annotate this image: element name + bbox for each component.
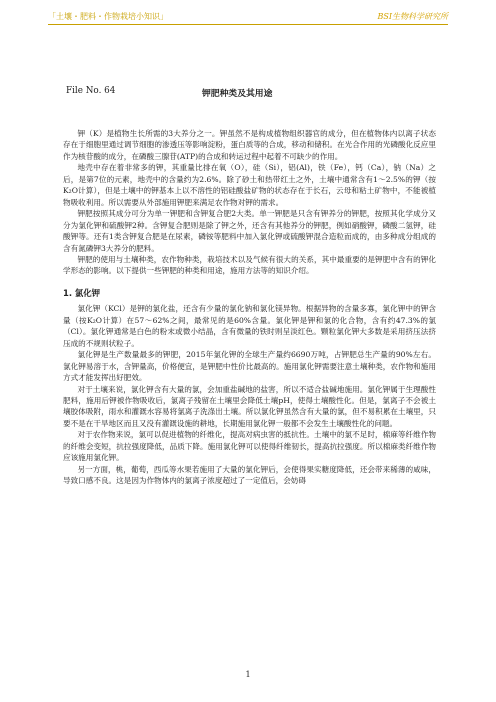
intro-paragraph-3: 钾肥按照其成分可分为单一钾肥和含钾复合肥2大类。单一钾肥是只含有钾养分的钾肥，按照其化学成分又分为氯化钾和硫酸钾2种。含钾复合肥则是除了钾之外，还含有其他养分的钾肥，例如硝酸钾，磷酸二氢钾，硅酸钾等。还有1类含钾复合肥是在尿素，磷铵等肥料中加入氯化钾或硫酸钾混合造粒而成的，由多种成分组成的含有氮磷钾3大养分的肥料。 xyxy=(63,209,436,253)
section1-paragraph-2: 氯化钾是生产数量最多的钾肥，2015年氯化钾的全球生产量约6690万吨，占钾肥总生产量的90%左右。氯化钾易溶于水，含钾量高，价格便宜，是钾肥中性价比最高的。施用氯化钾需要注意土壤种类，农作物和施用方式才能发挥出好肥效。 xyxy=(63,350,436,383)
intro-paragraph-4: 钾肥的使用与土壤种类，农作物种类，栽培技术以及气候有很大的关系，其中最重要的是钾肥中含有的钾化学形态的影响。以下提供一些钾肥的种类和用途，施用方法等的知识介绍。 xyxy=(63,254,436,276)
file-number: File No. 64 xyxy=(66,86,116,96)
header-institute-name: BSI生物科学研究所 xyxy=(377,12,448,21)
section-heading-potassium-chloride: 1. 氯化钾 xyxy=(63,287,101,298)
page-number: 1 xyxy=(245,670,251,679)
section1-paragraph-5: 另一方面，桃，葡萄，西瓜等水果若施用了大量的氯化钾后，会使得果实糖度降低，还会带来稀薄的咸味，导致口感不良。这是因为作物体内的氯离子浓度超过了一定值后，会妨碍 xyxy=(63,464,436,486)
header-series-title: 「土壤・肥料・作物栽培小知识」 xyxy=(48,12,168,21)
section1-paragraph-3: 对于土壤来说，氯化钾含有大量的氯，会加重盐碱地的盐害，所以不适合盐碱地施用。氯化钾属于生理酸性肥料，施用后钾被作物吸收后，氯离子残留在土壤里会降低土壤pH，使得土壤酸性化。但是，氯离子不会被土壤胶体吸附，雨水和灌溉水容易将氯离子洗涤出土壤。所以氯化钾虽然含有大量的氯，但不易积累在土壤里，只要不是在干旱地区而且又没有灌溉设施的耕地，长期施用氯化钾一般都不会发生土壤酸性化的问题。 xyxy=(63,384,436,428)
intro-paragraph-1: 钾（K）是植物生长所需的3大养分之一。钾虽然不是构成植物组织器官的成分，但在植物体内以离子状态存在于细胞里通过调节细胞的渗透压等影响淀粉，蛋白质等的合成，移动和储积。在光合作用的光磷酸化反应里作为核苷酸的成分，在磷酸三腺苷(ATP)的合成和转运过程中起着不可缺少的作用。 xyxy=(63,129,436,161)
section1-paragraph-4: 对于农作物来说，氯可以促进植物的纤维化，提高对病虫害的抵抗性。土壤中的氯不足时，棉麻等纤维作物的纤维会变短，抗拉强度降低，品质下降。施用氯化钾可以使得纤维韧长，提高抗拉强度。所以棉麻类纤维作物应该施用氯化钾。 xyxy=(63,430,436,463)
intro-paragraph-2: 地壳中存在着非常多的钾，其重量比排在氧（O），硅（Si），铝(Al)，铁（Fe），钙（Ca），钠（Na）之后，是第7位的元素，地壳中的含量约为2.6%。除了砂土和热带红土之外，土壤中通常含有1～2.5%的钾（按K₂O计算），但是土壤中的钾基本上以不溶性的铝硅酸盐矿物的状态存在于长石，云母和粘土矿物中，不能被植物吸收利用。所以需要从外部施用钾肥来满足农作物对钾的需求。 xyxy=(63,163,436,207)
page-header xyxy=(48,10,448,25)
document-body xyxy=(63,128,436,487)
document-title: 钾肥种类及其用途 xyxy=(202,89,273,99)
title-row xyxy=(66,86,448,100)
section1-paragraph-1: 氯化钾（KCl）是钾的氯化盐，还含有少量的氯化钠和氯化镁异物。根据异物的含量多寡，氯化钾中的钾含量（按K₂O计算）在57～62%之间，最常见的是60%含量。氯化钾是钾和氯的化合物，含有约47.3%的氯（Cl）。氯化钾通常是白色的粉末或微小结晶，含有微量的铁时则呈淡红色。颗粒氯化钾大多数是采用挤压法挤压成的不规则状粒子。 xyxy=(63,304,436,348)
